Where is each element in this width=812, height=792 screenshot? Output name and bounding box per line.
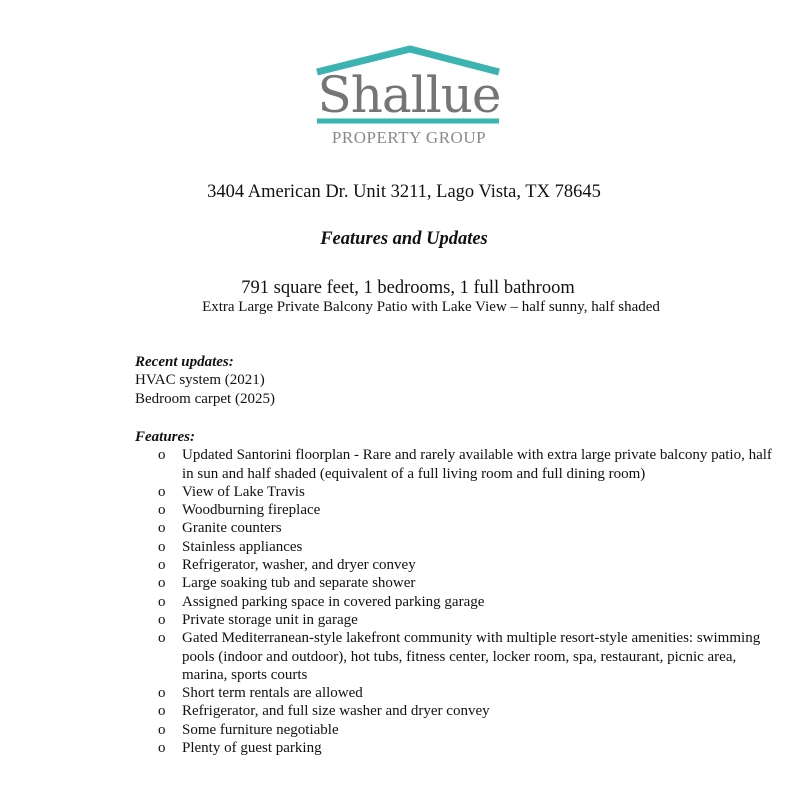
recent-updates-title: Recent updates:	[135, 354, 234, 370]
circle-bullet-icon: o	[158, 740, 166, 757]
circle-bullet-icon: o	[158, 593, 166, 610]
features-section	[135, 428, 775, 757]
property-address: 3404 American Dr. Unit 3211, Lago Vista, TX 78645	[207, 182, 601, 202]
feature-item: o Woodburning fireplace	[158, 502, 321, 519]
circle-bullet-icon: o	[158, 538, 166, 555]
company-logo	[312, 44, 506, 154]
update-item: Bedroom carpet (2025)	[135, 390, 275, 407]
feature-item: o Refrigerator, washer, and dryer convey	[158, 557, 416, 574]
logo-subtitle: PROPERTY GROUP	[331, 128, 487, 147]
features-list	[135, 446, 775, 757]
circle-bullet-icon: o	[158, 611, 166, 628]
feature-item: o Updated Santorini floorplan - Rare and rarely available with extra large private balcony patio, half in sun and half shaded (equivalent of a full living room and full dining room)	[158, 447, 772, 482]
circle-bullet-icon: o	[158, 447, 166, 464]
feature-item: o Private storage unit in garage	[158, 611, 358, 628]
feature-item: o Plenty of guest parking	[158, 740, 322, 757]
update-item: HVAC system (2021)	[135, 372, 265, 389]
feature-item: o Stainless appliances	[158, 538, 303, 555]
circle-bullet-icon: o	[158, 502, 166, 519]
circle-bullet-icon: o	[158, 703, 166, 720]
feature-item: o Large soaking tub and separate shower	[158, 575, 416, 592]
circle-bullet-icon: o	[158, 520, 166, 537]
circle-bullet-icon: o	[158, 630, 166, 647]
feature-item: o View of Lake Travis	[158, 483, 305, 500]
recent-updates-section	[135, 353, 775, 408]
feature-item: o Granite counters	[158, 520, 282, 537]
features-title: Features:	[135, 429, 195, 445]
logo-brand-name: Shallue	[317, 66, 501, 124]
feature-item: o Short term rentals are allowed	[158, 685, 363, 702]
page-heading: Features and Updates	[320, 229, 488, 249]
feature-item: o Some furniture negotiable	[158, 721, 339, 738]
circle-bullet-icon: o	[158, 721, 166, 738]
circle-bullet-icon: o	[158, 483, 166, 500]
balcony-description: Extra Large Private Balcony Patio with Lake View – half sunny, half shaded	[202, 299, 660, 315]
circle-bullet-icon: o	[158, 557, 166, 574]
circle-bullet-icon: o	[158, 575, 166, 592]
property-summary: 791 square feet, 1 bedrooms, 1 full bathroom	[241, 278, 575, 298]
feature-item: o Gated Mediterranean-style lakefront community with multiple resort-style amenities: swimming pools (indoor and outdoor), hot tubs, fitness center, locker room, spa, restaurant, picnic area, marina, sports courts	[158, 630, 761, 683]
circle-bullet-icon: o	[158, 685, 166, 702]
feature-item: o Refrigerator, and full size washer and dryer convey	[158, 703, 490, 720]
feature-item: o Assigned parking space in covered parking garage	[158, 593, 485, 610]
